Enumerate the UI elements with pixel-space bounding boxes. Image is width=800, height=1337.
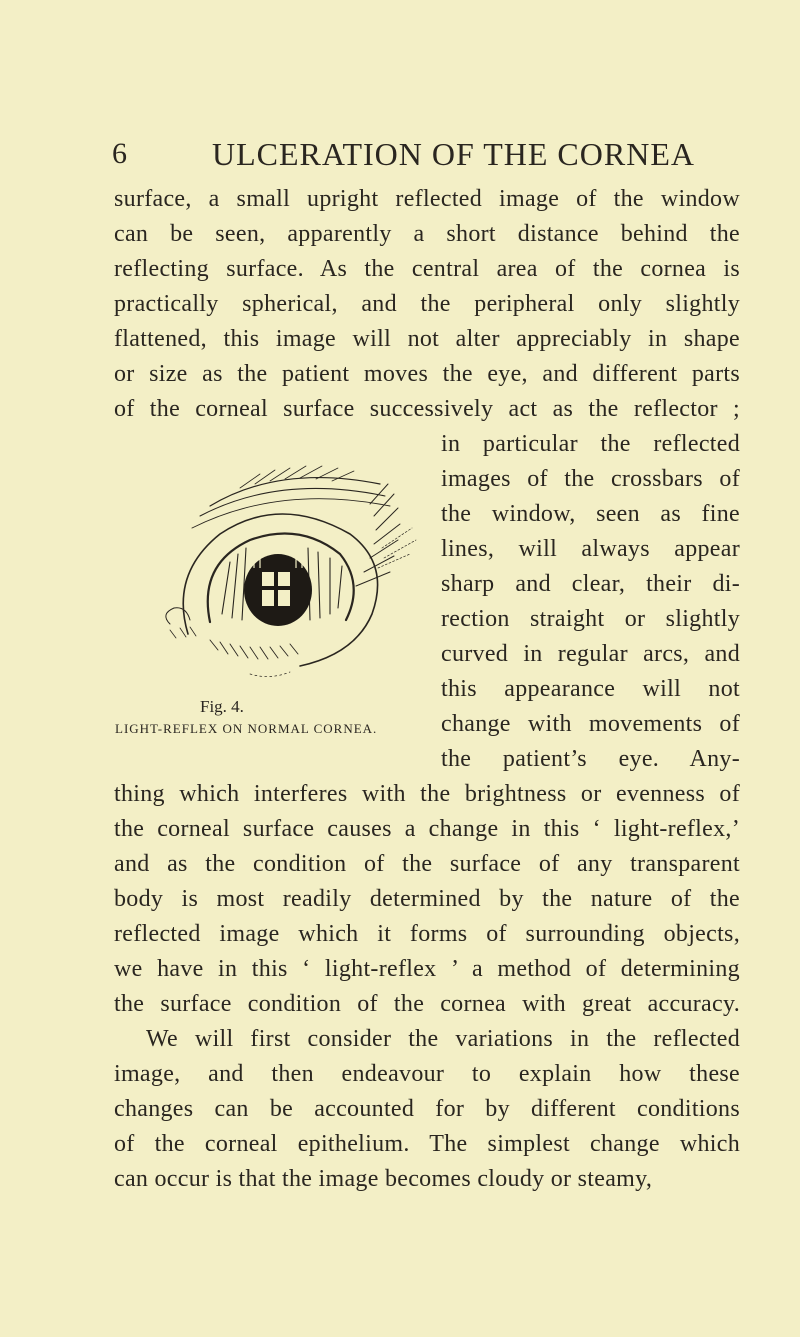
text-line: of the corneal surface successively act as the reflector ;	[114, 396, 740, 422]
text-line: surface, a small upright reflected image of the window	[114, 186, 740, 212]
text-line: reflected image which it forms of surrounding objects,	[114, 921, 740, 947]
text-line: or size as the patient moves the eye, and different parts	[114, 361, 740, 387]
text-line: the patient’s eye. Any-	[441, 746, 740, 772]
text-line: we have in this ‘ light-reflex ’ a method of determining	[114, 956, 740, 982]
text-line: can be seen, apparently a short distance behind the	[114, 221, 740, 247]
text-line: this appearance will not	[441, 676, 740, 702]
page-number: 6	[112, 137, 127, 170]
text-line: practically spherical, and the peripheral only slightly	[114, 291, 740, 317]
text-line: image, and then endeavour to explain how these	[114, 1061, 740, 1087]
text-line: change with movements of	[441, 711, 740, 737]
text-line: sharp and clear, their di-	[441, 571, 740, 597]
text-line: reflecting surface. As the central area of the cornea is	[114, 256, 740, 282]
text-line: can occur is that the image becomes cloudy or steamy,	[114, 1166, 653, 1192]
text-line: the corneal surface causes a change in this ‘ light-reflex,’	[114, 816, 740, 842]
text-line: curved in regular arcs, and	[441, 641, 740, 667]
text-line: lines, will always appear	[441, 536, 740, 562]
text-line: images of the crossbars of	[441, 466, 740, 492]
running-head: ULCERATION OF THE CORNEA	[212, 136, 695, 172]
text-line: in particular the reflected	[441, 431, 740, 457]
text-line: changes can be accounted for by different conditions	[114, 1096, 740, 1122]
text-line: flattened, this image will not alter appreciably in shape	[114, 326, 740, 352]
page-header	[112, 134, 742, 174]
text-line: of the corneal epithelium. The simplest change which	[114, 1131, 740, 1157]
figure-eye-illustration	[150, 444, 425, 684]
text-line: the window, seen as fine	[441, 501, 740, 527]
text-line: the surface condition of the cornea with great accuracy.	[114, 991, 740, 1017]
figure-label: Fig. 4.	[200, 697, 244, 716]
text-line: and as the condition of the surface of any transparent	[114, 851, 740, 877]
text-line: We will first consider the variations in the reflected	[146, 1026, 740, 1052]
text-line: body is most readily determined by the nature of the	[114, 886, 740, 912]
text-line: thing which interferes with the brightness or evenness of	[114, 781, 740, 807]
figure-caption: LIGHT-REFLEX ON NORMAL CORNEA.	[115, 721, 378, 736]
text-line: rection straight or slightly	[441, 606, 740, 632]
